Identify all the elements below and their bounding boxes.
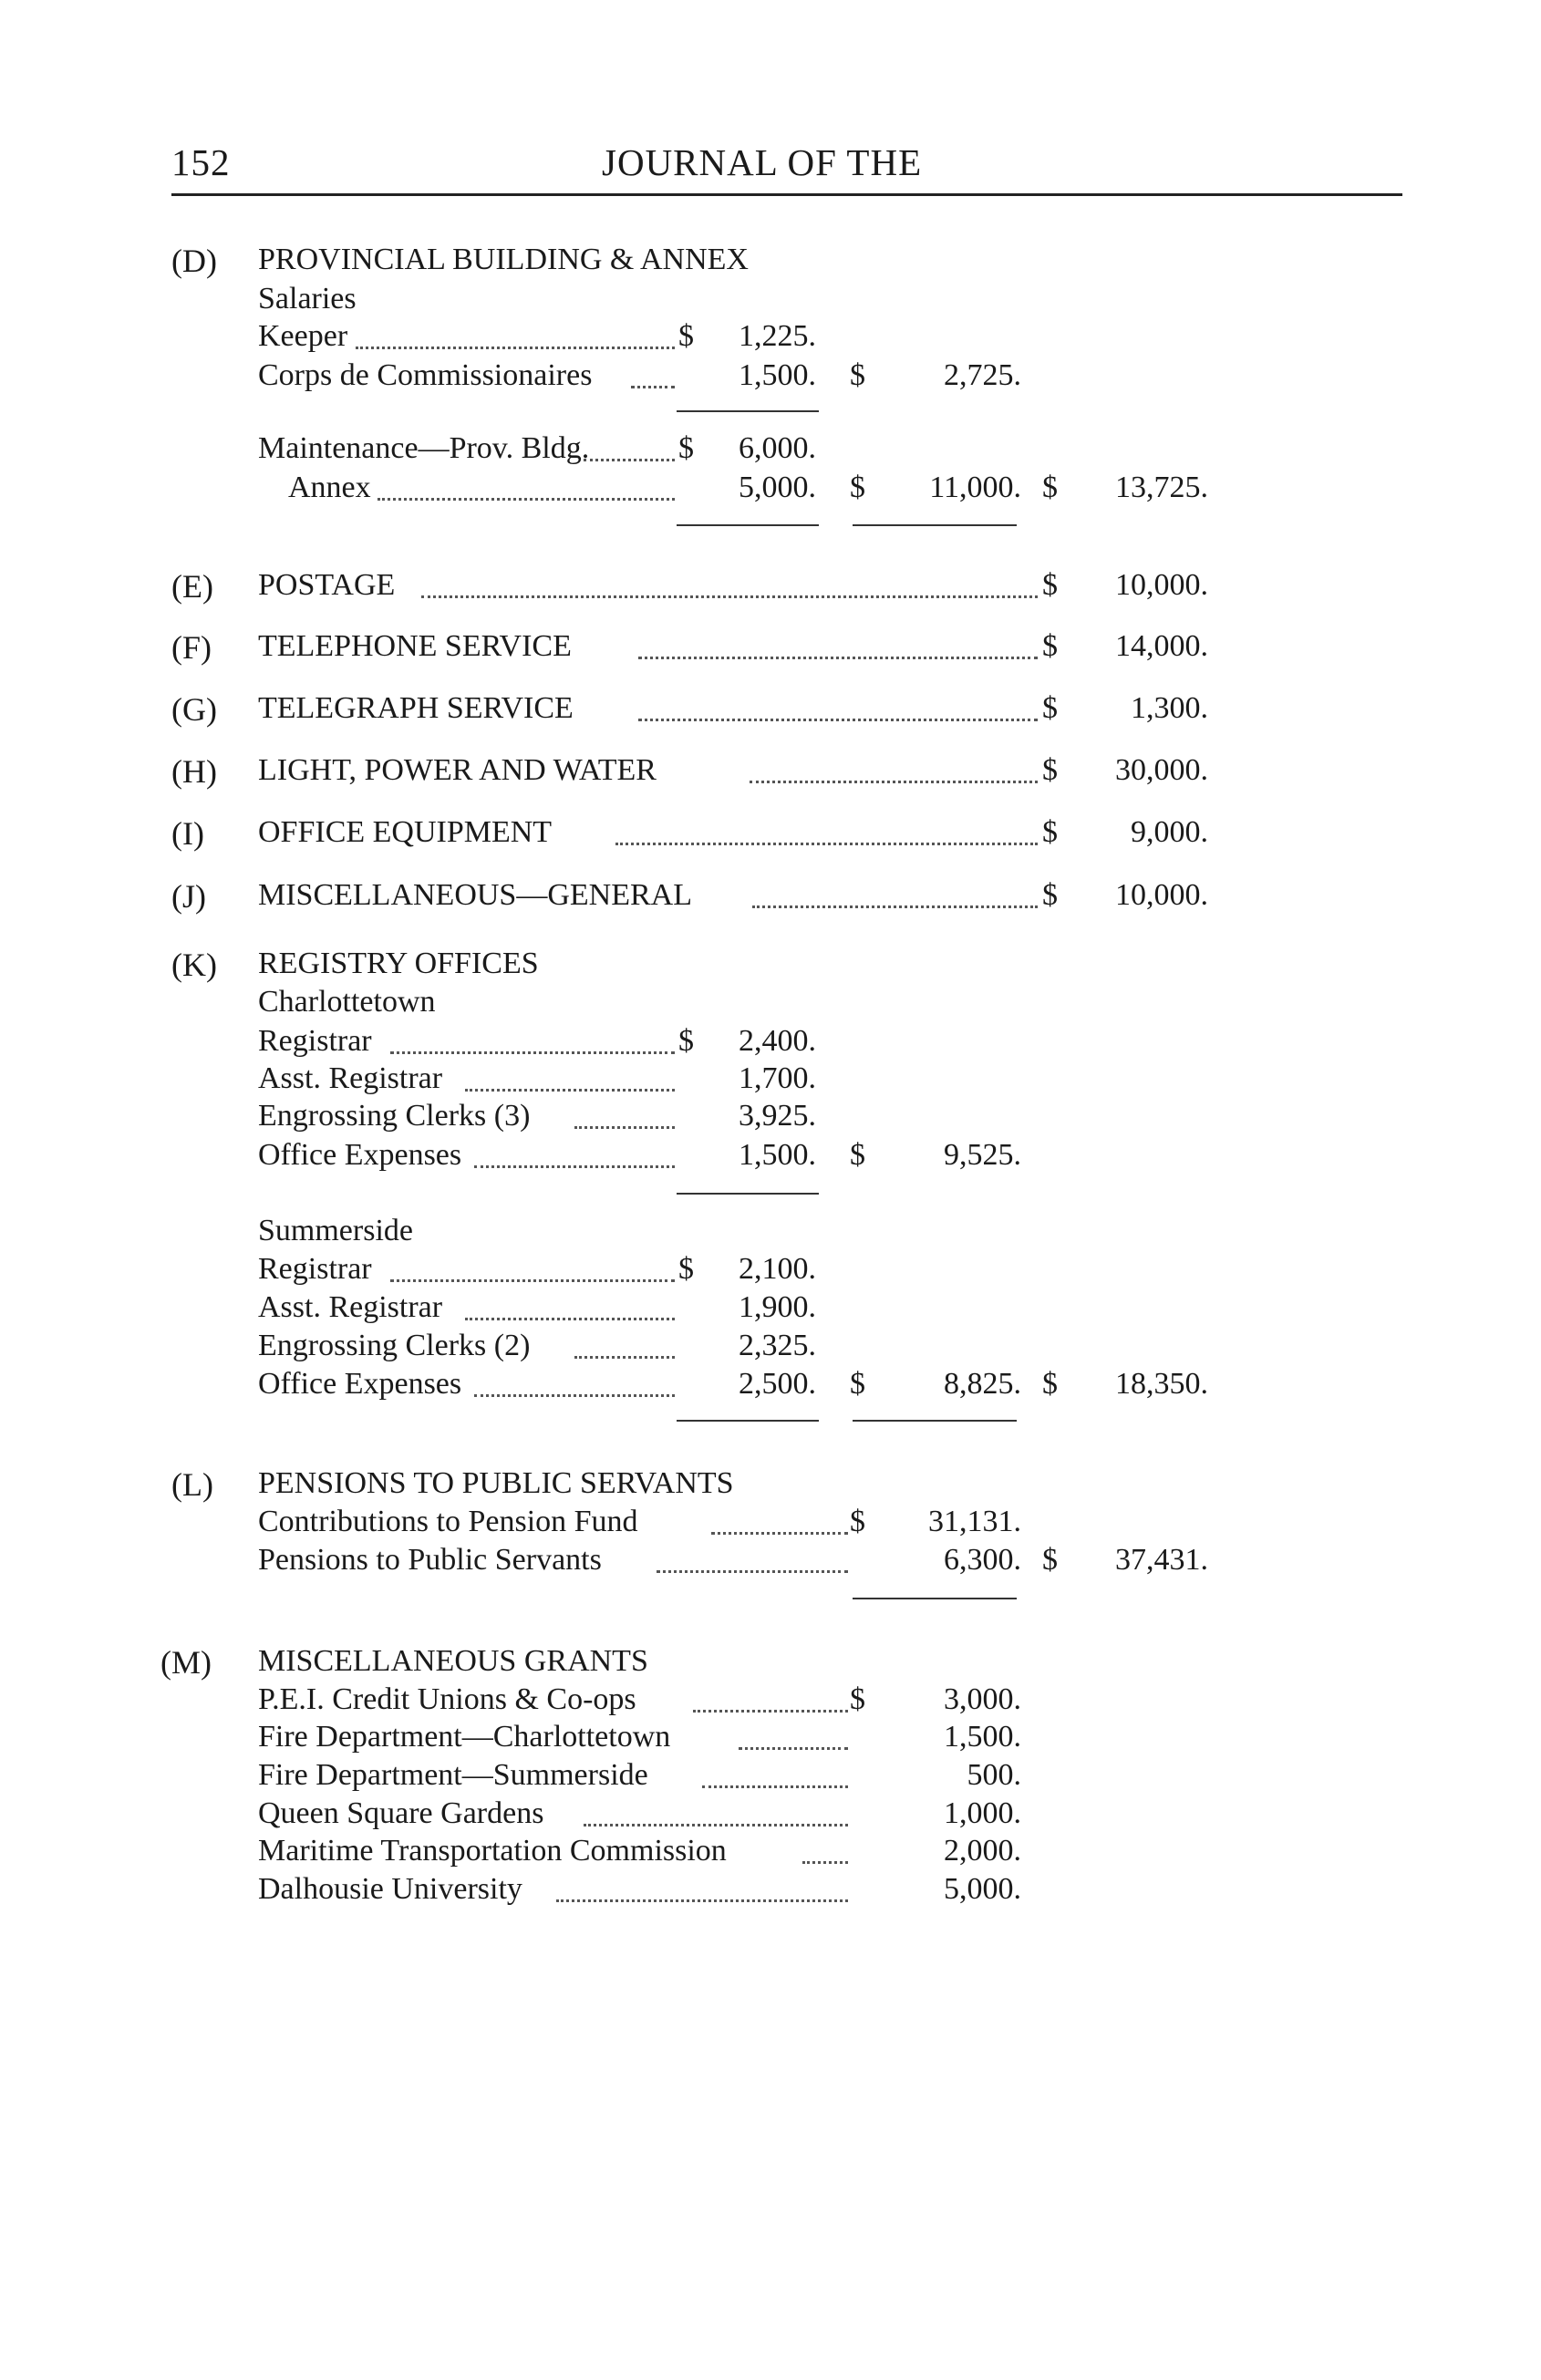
maintenance-label: Maintenance—Prov. Bldg.	[258, 431, 590, 465]
keeper-label: Keeper	[258, 319, 348, 353]
su-registrar-amount: 2,100.	[739, 1252, 816, 1286]
dot-leader	[574, 1356, 675, 1359]
grant-amount: 5,000.	[944, 1872, 1021, 1906]
annex-amount: 5,000.	[739, 471, 816, 504]
dollar-sign: $	[1042, 629, 1058, 663]
office-equipment-label: OFFICE EQUIPMENT	[258, 815, 553, 849]
su-clerks-amount: 2,325.	[739, 1329, 816, 1362]
dot-leader	[556, 1899, 848, 1902]
section-letter-f: (F)	[171, 629, 212, 666]
grant-amount: 1,500.	[944, 1720, 1021, 1754]
su-registrar-label: Registrar	[258, 1252, 372, 1286]
light-power-water-total: 30,000.	[1115, 753, 1208, 787]
dollar-sign: $	[678, 431, 694, 465]
dot-leader	[474, 1394, 675, 1397]
ch-office-label: Office Expenses	[258, 1138, 462, 1172]
grant-amount: 500.	[967, 1758, 1021, 1792]
ch-office-amount: 1,500.	[739, 1138, 816, 1172]
dot-leader	[693, 1710, 848, 1713]
sum-line	[853, 1420, 1017, 1422]
contributions-amount: 31,131.	[928, 1505, 1021, 1538]
grant-amount: 1,000.	[944, 1796, 1021, 1830]
grant-label: Queen Square Gardens	[258, 1796, 544, 1830]
section-letter-i: (I)	[171, 815, 204, 852]
dot-leader	[638, 657, 1038, 659]
section-letter-g: (G)	[171, 691, 217, 728]
grant-label: Dalhousie University	[258, 1872, 522, 1906]
contributions-label: Contributions to Pension Fund	[258, 1505, 638, 1538]
section-letter-k: (K)	[171, 947, 217, 983]
charlottetown-subtotal: 9,525.	[944, 1138, 1021, 1172]
dot-leader	[390, 1279, 675, 1282]
annex-subtotal: 11,000.	[929, 471, 1021, 504]
dollar-sign: $	[678, 319, 694, 353]
dollar-sign: $	[1042, 1367, 1058, 1401]
dot-leader	[356, 347, 675, 349]
dollar-sign: $	[850, 1367, 865, 1401]
dollar-sign: $	[850, 1505, 865, 1538]
dollar-sign: $	[678, 1252, 694, 1286]
dollar-sign: $	[1042, 878, 1058, 912]
section-letter-j: (J)	[171, 878, 206, 915]
dot-leader	[802, 1861, 848, 1864]
dollar-sign: $	[1042, 1543, 1058, 1577]
telegraph-total: 1,300.	[1131, 691, 1208, 725]
summerside-subtotal: 8,825.	[944, 1367, 1021, 1401]
section-title-m: MISCELLANEOUS GRANTS	[258, 1644, 648, 1678]
section-d-total: 13,725.	[1115, 471, 1208, 504]
sum-line	[853, 524, 1017, 526]
corps-amount: 1,500.	[739, 358, 816, 392]
dollar-sign: $	[850, 471, 865, 504]
running-title: JOURNAL OF THE	[602, 141, 923, 183]
ch-registrar-label: Registrar	[258, 1024, 372, 1058]
dot-leader	[702, 1785, 848, 1788]
telegraph-label: TELEGRAPH SERVICE	[258, 691, 574, 725]
dot-leader	[584, 459, 675, 461]
corps-subtotal: 2,725.	[944, 358, 1021, 392]
ch-asst-amount: 1,700.	[739, 1061, 816, 1095]
dot-leader	[421, 595, 1038, 598]
dot-leader	[615, 843, 1038, 845]
ch-asst-label: Asst. Registrar	[258, 1061, 443, 1095]
grant-label: Fire Department—Charlottetown	[258, 1720, 671, 1754]
section-letter-d: (D)	[171, 243, 217, 279]
su-office-amount: 2,500.	[739, 1367, 816, 1401]
grant-label: Maritime Transportation Commission	[258, 1834, 727, 1868]
dot-leader	[750, 781, 1038, 783]
dollar-sign: $	[850, 1682, 865, 1716]
dot-leader	[739, 1747, 848, 1750]
ch-registrar-amount: 2,400.	[739, 1024, 816, 1058]
dollar-sign: $	[1042, 815, 1058, 849]
dollar-sign: $	[1042, 691, 1058, 725]
telephone-total: 14,000.	[1115, 629, 1208, 663]
office-equipment-total: 9,000.	[1131, 815, 1208, 849]
sum-line	[677, 1193, 819, 1195]
section-k-total: 18,350.	[1115, 1367, 1208, 1401]
section-letter-m: (M)	[160, 1644, 212, 1681]
dollar-sign: $	[678, 1024, 694, 1058]
header-rule	[171, 193, 1402, 196]
section-letter-h: (H)	[171, 753, 217, 790]
section-letter-l: (L)	[171, 1466, 213, 1503]
section-l-total: 37,431.	[1115, 1543, 1208, 1577]
dot-leader	[584, 1824, 848, 1826]
keeper-amount: 1,225.	[739, 319, 816, 353]
dot-leader	[465, 1089, 675, 1092]
dot-leader	[574, 1126, 675, 1129]
sum-line	[677, 410, 819, 412]
telephone-label: TELEPHONE SERVICE	[258, 629, 572, 663]
dot-leader	[711, 1532, 848, 1535]
grant-amount: 3,000.	[944, 1682, 1021, 1716]
misc-general-label: MISCELLANEOUS—GENERAL	[258, 878, 692, 912]
annex-label: Annex	[288, 471, 371, 504]
section-title-d: PROVINCIAL BUILDING & ANNEX	[258, 243, 749, 276]
page-number: 152	[171, 141, 231, 183]
grant-amount: 2,000.	[944, 1834, 1021, 1868]
dot-leader	[657, 1570, 848, 1573]
pensions-label: Pensions to Public Servants	[258, 1543, 602, 1577]
dollar-sign: $	[1042, 471, 1058, 504]
dot-leader	[390, 1051, 675, 1054]
corps-label: Corps de Commissionaires	[258, 358, 593, 392]
dot-leader	[465, 1318, 675, 1320]
dot-leader	[638, 719, 1038, 721]
subhead-charlottetown: Charlottetown	[258, 985, 436, 1019]
subhead-salaries: Salaries	[258, 282, 357, 316]
dollar-sign: $	[1042, 753, 1058, 787]
dot-leader	[631, 386, 675, 388]
postage-total: 10,000.	[1115, 568, 1208, 602]
subhead-summerside: Summerside	[258, 1214, 413, 1247]
su-asst-amount: 1,900.	[739, 1290, 816, 1324]
dot-leader	[752, 905, 1038, 908]
su-asst-label: Asst. Registrar	[258, 1290, 443, 1324]
pensions-amount: 6,300.	[944, 1543, 1021, 1577]
su-office-label: Office Expenses	[258, 1367, 462, 1401]
sum-line	[677, 1420, 819, 1422]
dollar-sign: $	[850, 1138, 865, 1172]
dot-leader	[474, 1165, 675, 1168]
light-power-water-label: LIGHT, POWER AND WATER	[258, 753, 657, 787]
sum-line	[853, 1598, 1017, 1599]
grant-label: P.E.I. Credit Unions & Co-ops	[258, 1682, 636, 1716]
section-title-l: PENSIONS TO PUBLIC SERVANTS	[258, 1466, 734, 1500]
section-letter-e: (E)	[171, 568, 213, 605]
maintenance-amount: 6,000.	[739, 431, 816, 465]
misc-general-total: 10,000.	[1115, 878, 1208, 912]
section-title-k: REGISTRY OFFICES	[258, 947, 539, 980]
ch-clerks-amount: 3,925.	[739, 1099, 816, 1133]
postage-label: POSTAGE	[258, 568, 396, 602]
su-clerks-label: Engrossing Clerks (2)	[258, 1329, 531, 1362]
dot-leader	[377, 498, 675, 501]
dollar-sign: $	[1042, 568, 1058, 602]
dollar-sign: $	[850, 358, 865, 392]
sum-line	[677, 524, 819, 526]
ch-clerks-label: Engrossing Clerks (3)	[258, 1099, 531, 1133]
grant-label: Fire Department—Summerside	[258, 1758, 648, 1792]
